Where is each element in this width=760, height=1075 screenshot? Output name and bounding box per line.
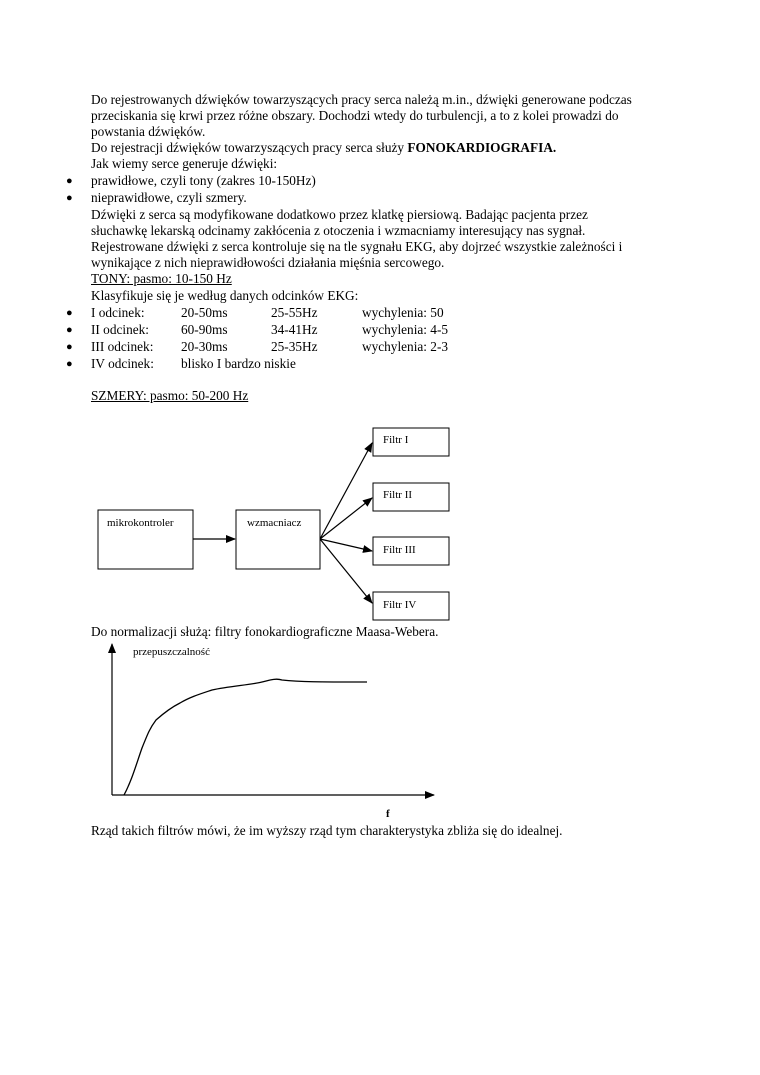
segment-freq: 34-41Hz	[271, 322, 318, 337]
filter-label-1: Filtr I	[383, 434, 409, 446]
mikrokontroler-label: mikrokontroler	[107, 517, 174, 529]
arrow	[320, 498, 372, 539]
szmery-heading: SZMERY: pasmo: 50-200 Hz	[91, 388, 249, 403]
para1-line-1: Do rejestrowanych dźwięków towarzyszących pracy serca należą m.in., dźwięki generowane podczas	[91, 92, 632, 107]
graph-xlabel: f	[386, 808, 390, 820]
bullet-icon: ●	[66, 192, 73, 204]
filter-label-3: Filtr III	[383, 544, 416, 556]
para3: Jak wiemy serce generuje dźwięki:	[91, 156, 278, 171]
bullet-icon: ●	[66, 358, 73, 370]
para4-line-1: Dźwięki z serca są modyfikowane dodatkowo przez klatkę piersiową. Badając pacjenta przez	[91, 207, 588, 222]
para1-line-3: powstania dźwięków.	[91, 124, 206, 139]
segment-freq: 25-55Hz	[271, 305, 318, 320]
segment-time: 20-50ms	[181, 305, 228, 320]
segment-time: blisko I bardzo niskie	[181, 356, 296, 371]
para2-bold-term: FONOKARDIOGRAFIA.	[407, 140, 557, 155]
filter-label-2: Filtr II	[383, 489, 413, 501]
segment-freq: 25-35Hz	[271, 339, 318, 354]
segment-defl: wychylenia: 50	[362, 305, 444, 320]
para1-line-2: przeciskania się krwi przez różne obszary. Dochodzi wtedy do turbulencji, a to z kolei prowadzi do	[91, 108, 619, 123]
segment-time: 20-30ms	[181, 339, 228, 354]
segment-name: III odcinek:	[91, 339, 154, 354]
segment-name: I odcinek:	[91, 305, 145, 320]
bullet-item: nieprawidłowe, czyli szmery.	[91, 190, 247, 205]
segment-defl: wychylenia: 2-3	[362, 339, 449, 354]
tony-heading: TONY: pasmo: 10-150 Hz	[91, 271, 232, 286]
classification-text: Klasyfikuje się je według danych odcinków EKG:	[91, 288, 359, 303]
para4-line-2: słuchawkę lekarską odcinamy zakłócenia z otoczenia i wzmacniamy interesujący nas sygnał.	[91, 223, 586, 238]
para4-line-3: Rejestrowane dźwięki z serca kontroluje się na tle sygnału EKG, aby dojrzeć wszystkie zależności i	[91, 239, 623, 254]
segment-time: 60-90ms	[181, 322, 228, 337]
wzmacniacz-label: wzmacniacz	[247, 517, 302, 529]
bullet-icon: ●	[66, 307, 73, 319]
conclusion-text: Rząd takich filtrów mówi, że im wyższy rząd tym charakterystyka zbliża się do idealnej.	[91, 823, 563, 838]
graph-curve	[124, 679, 367, 795]
segment-name: II odcinek:	[91, 322, 149, 337]
bullet-item: prawidłowe, czyli tony (zakres 10-150Hz)	[91, 173, 316, 188]
segment-name: IV odcinek:	[91, 356, 154, 371]
bullet-icon: ●	[66, 341, 73, 353]
graph-ylabel: przepuszczalność	[133, 646, 210, 658]
segment-defl: wychylenia: 4-5	[362, 322, 449, 337]
bullet-icon: ●	[66, 324, 73, 336]
normalization-text: Do normalizacji służą: filtry fonokardiograficzne Maasa-Webera.	[91, 624, 439, 639]
para4-line-4: wynikające z nich nieprawidłowości działania mięśnia sercowego.	[91, 255, 445, 270]
para2-prefix: Do rejestracji dźwięków towarzyszących pracy serca służy	[91, 140, 408, 155]
filter-label-4: Filtr IV	[383, 599, 417, 611]
arrow	[320, 443, 372, 539]
bullet-icon: ●	[66, 175, 73, 187]
